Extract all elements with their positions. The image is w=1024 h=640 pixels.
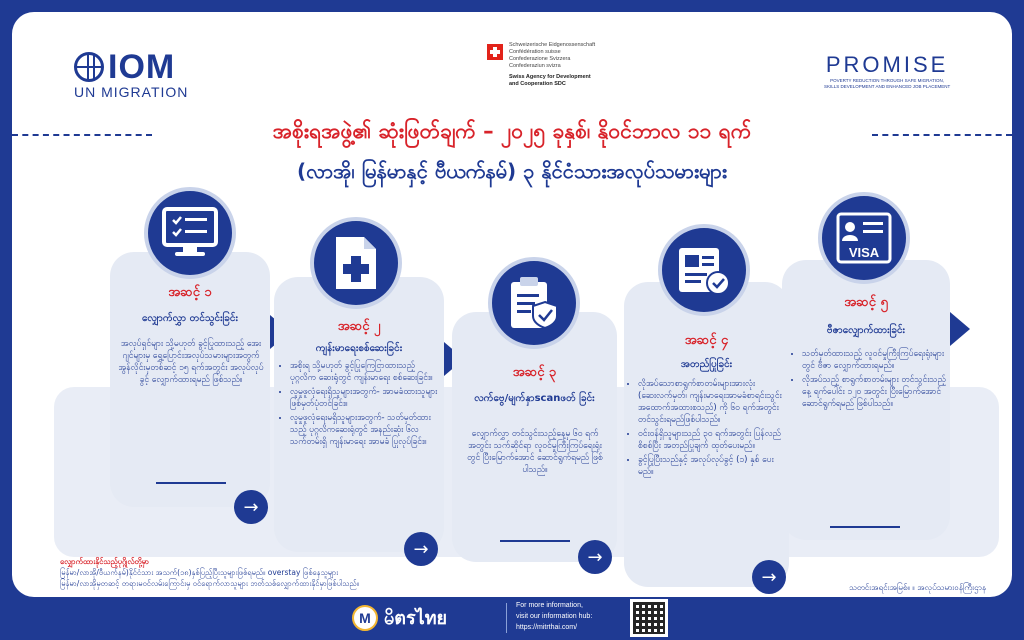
clipboard-shield-icon [507, 274, 561, 332]
step-3-label: အဆင့် ၃ [512, 365, 557, 380]
mitrthai-mark-icon: M [352, 605, 378, 631]
step-4-heading: အတည်ပြုခြင်း [680, 359, 733, 370]
title-divider-left [12, 134, 152, 136]
step-2-bullet: • လူမှုဖူလုံရေးရှိသူများအတွက်- အာမခံထားသူများဖြစ်မှတ်ပုံတင်ခြင်း။ [290, 386, 440, 410]
visa-card-icon [835, 211, 893, 265]
computer-checklist-icon [161, 206, 219, 260]
step-2-body [280, 360, 440, 450]
sdc-line: Schweizerische Eidgenossenschaft [509, 42, 596, 48]
promise-sub: POVERTY REDUCTION THROUGH SAFE MIGRATION, [830, 78, 945, 83]
eligibility-title: လျှောက်ထားနိုင်သည့်ပုဂ္ဂိုလ်တို့မှာ [60, 557, 150, 566]
info-line: For more information, [516, 602, 583, 609]
promise-logo [824, 52, 950, 90]
step-5-label: အဆင့် ၅ [844, 295, 888, 310]
step-4-bullet: • ခွင့်ပြုပြီးသည်နှင့် အလုပ်လုပ်ခွင့် (၁) နှစ် ပေးမည်။ [638, 454, 784, 478]
eligibility-note [60, 556, 359, 589]
step-4-label: အဆင့် ၄ [684, 333, 729, 348]
sdc-agency: Swiss Agency for Development [509, 74, 591, 80]
step-1-label: အဆင့် ၁ [168, 285, 212, 300]
step-1-heading: လျှောက်လွှာ တင်သွင်းခြင်း [141, 313, 239, 324]
step-1-text: အလုပ်ရှင်များ သို့မဟုတ် ခွင့်ပြုထားသည့် အေးဂျင်များမှ ရွှေ့ပြောင်းအလုပ်သမားများအတွက် အွန်လိုင်းမှတစ်ဆင့် ၁၅ ရက်အတွင်း အလုပ်လုပ်ခွင့် လျှောက်ထားရမည် ဖြစ်သည်။ [118, 339, 264, 385]
sdc-line: Confédération suisse [509, 49, 561, 55]
step-5-heading: ဗီဇာလျှောက်ထားခြင်း [826, 325, 906, 336]
sdc-line: Confederazione Svizzera [509, 56, 571, 62]
iom-name: IOM [108, 48, 176, 86]
step-2-heading: ကျန်းမာရေးစစ်ဆေးခြင်း [315, 343, 403, 354]
mitrthai-logo[interactable] [352, 603, 447, 633]
step-2-label: အဆင့် ၂ [337, 319, 381, 334]
page-subtitle: (လာအို၊ မြန်မာနှင့် ဗီယက်နမ်) ၃ နိုင်ငံသားအလုပ်သမားများ [297, 159, 727, 183]
eligibility-line: မြန်မာ/လာအိုမှတဆင့် တရားမဝင်လမ်းကြောင်းမှ ဝင်ရောက်လာသူများ ဘတ်သစ်လျှောက်ထားနိုင်မှာဖြစ်ပါသည်။ [60, 579, 359, 588]
infographic-panel [12, 12, 1012, 597]
info-hub-link[interactable]: https://mitrthai.com/ [516, 624, 578, 631]
info-line: visit our information hub: [516, 613, 593, 620]
step-5-bullets [792, 348, 946, 410]
step-1-next-button[interactable]: → [234, 490, 268, 524]
sdc-line: Confederaziun svizra [509, 63, 561, 69]
step-3-icon-circle [488, 257, 580, 349]
promise-sub: SKILLS DEVELOPMENT AND ENHANCED JOB PLACEMENT [824, 84, 951, 89]
step-3-next-button[interactable]: → [578, 540, 612, 574]
step-3-heading: လက်ဗွေ/မျက်နှာscanဖတ် ခြင်း [474, 393, 595, 404]
info-hub-text [516, 600, 592, 633]
step-3-text: လျှောက်လွှာ တင်သွင်းသည့်နေ့မှ ၆၀ ရက်အတွင်း သက်ဆိုင်ရာ လူဝင်မှုကြီးကြပ်ရေးရုံးတွင် ပြီးမြောက်အောင် ဆောင်ရွက်ရမည် ဖြစ်ပါသည်။ [467, 429, 603, 475]
step-5-rule [830, 526, 900, 528]
step-1-rule [156, 482, 226, 484]
step-2-icon-circle [310, 217, 402, 309]
step-3-body [462, 428, 608, 476]
step-5-bullet: • သတ်မှတ်ထားသည့် လူဝင်မှုကြီးကြပ်ရေးရုံးများတွင် ဗီဇာ လျှောက်ထားရမည်။ [802, 348, 946, 372]
footer-divider [506, 603, 507, 633]
iom-globe-icon [74, 52, 104, 82]
step-1-body [118, 338, 264, 386]
title-divider-right [872, 134, 1012, 136]
iom-tagline: UN MIGRATION [74, 84, 189, 100]
eligibility-line: မြန်မာ/လာအို/ဗီယက်နမ်)နိုင်ငံသား အသက်(၁၈)နှစ်ပြည့်ပြီးသူများဖြစ်ရမည်။ overstay ဖြစ်နေသူများ [60, 568, 339, 577]
id-card-check-icon [676, 243, 732, 297]
step-4-icon-circle [658, 224, 750, 316]
step-2-bullet: • လူမှုဖူလုံရေးမရှိသူများအတွက်- သတ်မှတ်ထားသည့် ပုဂ္ဂလိကဆေးရုံတွင် အနည်းဆုံး ၆လ သက်တမ်းရှိ ကျန်းမာရေး အာမခံ ပြုလုပ်ခြင်း။ [290, 412, 440, 448]
step-4-bullets [628, 378, 784, 478]
step-4-next-button[interactable]: → [752, 560, 786, 594]
sdc-logo [487, 42, 595, 88]
step-4-body [628, 378, 784, 480]
step-5-body [792, 348, 946, 412]
qr-code[interactable] [630, 599, 668, 637]
step-3-rule [500, 540, 570, 542]
promise-name: PROMISE [825, 52, 949, 77]
step-1-icon-circle [144, 187, 236, 279]
step-5-icon-circle [818, 192, 910, 284]
mitrthai-name: မိตรไทย [384, 608, 448, 629]
step-5-arrow [950, 312, 970, 346]
step-2-bullets [280, 360, 440, 448]
step-4-bullet: • ဝင်းဝန်ရှိသူများသည် ၃၀ ရက်အတွင်း ပြန်လည်စိစစ်ပြီး အတည်ပြုချက် ထုတ်ပေးမည်။ [638, 428, 784, 452]
step-2-next-button[interactable]: → [404, 532, 438, 566]
iom-logo [74, 48, 189, 100]
medical-document-icon [331, 234, 381, 292]
swiss-flag-icon [487, 44, 503, 60]
svg-text:VISA: VISA [848, 245, 880, 260]
step-4-bullet: • လိုအပ်သောစာရွက်စာတမ်းများအားလုံး (ဆေးလက်မှတ်၊ ကျန်းမာရေးအာမခံစာရင်းသွင်း အထောက်အထားစသည်) ကို ၆၀ ရက်အတွင်း တင်သွင်းရမည်ဖြစ်ပါသည်။ [638, 378, 784, 426]
step-2-bullet: • အစိုးရ သို့မဟုတ် ခွင့်ပြုကြေငြာထားသည့် ပုဂ္ဂလိက ဆေးရုံတွင် ကျန်းမာရေး စစ်ဆေးခြင်း။ [290, 360, 440, 384]
source-credit: သတင်းအရင်းအမြစ်။ ။ အလုပ်သမားဝန်ကြီးဌာန [849, 583, 986, 592]
step-5-bullet: • လိုအပ်သည့် စာရွက်စာတမ်းများ တင်သွင်းသည့်နေ့ ရက်ပေါင်း ၁၂၀ အတွင်း ပြီးမြောက်အောင် ဆောင်ရွက်ရမည် ဖြစ်ပါသည်။ [802, 374, 946, 410]
sdc-agency: and Cooperation SDC [509, 81, 566, 87]
footer-bar [0, 597, 1024, 640]
page-title: အစိုးရအဖွဲ့၏ ဆုံးဖြတ်ချက် – ၂၀၂၅ ခုနှစ်၊ နိုဝင်ဘာလ ၁၁ ရက် [272, 119, 752, 143]
